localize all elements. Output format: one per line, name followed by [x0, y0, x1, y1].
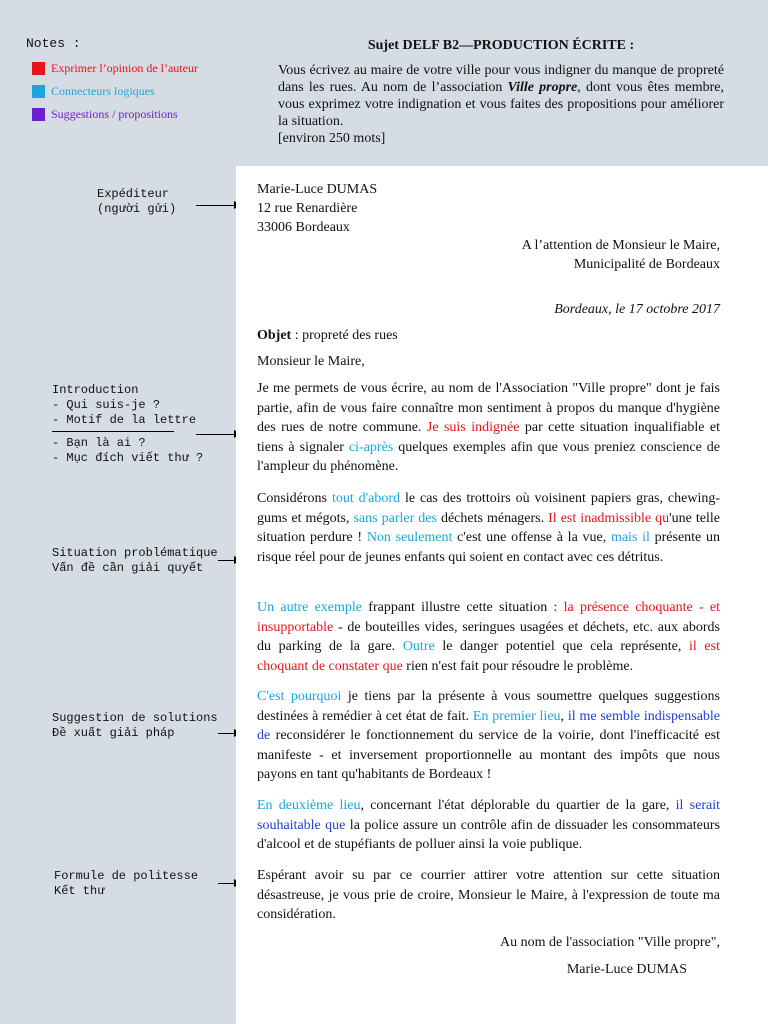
arrow-sender: [196, 205, 240, 206]
legend-swatch-connectors: [32, 85, 45, 98]
paragraph-text: , concernant l'état déplorable du quartier de la gare,: [360, 798, 676, 813]
connector-phrase: sans parler des: [353, 510, 437, 526]
paragraph-text: 'une telle situation perdure !: [257, 510, 720, 545]
recipient-address: [257, 236, 720, 274]
connector-phrase: En deuxième lieu: [257, 798, 361, 813]
legend-item-suggestions: [32, 107, 178, 122]
opinion-phrase: Je suis indignée: [426, 420, 520, 435]
sender-name: Marie-Luce DUMAS: [257, 182, 378, 197]
legend-label-suggestions: Suggestions / propositions: [51, 107, 178, 121]
object-label: Objet: [257, 328, 292, 343]
paragraph-text: Je me permets de vous écrire, au nom de l'Association "Ville propre" dont je fais partie, afin de vous faire connaître mon sentiment à propos du manque d'hygiène des rues de notre commune.: [257, 381, 720, 435]
paragraph-text: quelques exemples afin que vous preniez conscience de l'ampleur du phénomène.: [257, 439, 720, 474]
subject-text-b: , dont vous êtes membre, vous exprimez votre indignation et vous faites des propositions pour améliorer la situation.: [278, 80, 724, 129]
side-closing-line: Kết thư: [54, 884, 105, 898]
paragraph-text: Espérant avoir su par ce courrier attirer votre attention sur cette situation désastreuse, je vous prie de croire, Monsieur le Maire, à l'expression de toute ma considération.: [257, 868, 720, 922]
connector-phrase: tout d'abord: [331, 491, 401, 506]
signature-association: Au nom de l'association "Ville propre",: [500, 935, 720, 950]
paragraph-text: le danger potentiel que cela représente,: [434, 639, 690, 654]
side-label-problem: [52, 546, 218, 576]
side-intro-line: - Mục đích viết thư ?: [52, 451, 204, 465]
paragraph-text: par cette situation inqualifiable et tiens à signaler: [257, 420, 720, 455]
paragraph-text: ,: [560, 708, 568, 724]
subject-words: [environ 250 mots]: [278, 131, 386, 146]
legend-swatch-suggestions: [32, 108, 45, 121]
side-intro-line: - Qui suis-je ?: [52, 398, 161, 412]
recipient-line: A l’attention de Monsieur le Maire,: [521, 238, 720, 253]
suggestion-phrase: il me semble indispensable de: [257, 708, 721, 743]
side-closing-line: Formule de politesse: [54, 869, 199, 883]
sender-city: 33006 Bordeaux: [257, 220, 350, 235]
side-sender-line: (người gửi): [97, 202, 177, 216]
side-divider: [52, 431, 174, 432]
subject-block: [278, 38, 724, 147]
paragraph-text: le cas des trottoirs où voisinent papiers gras, chewing-gums et mégots,: [257, 491, 721, 526]
sender-address: [257, 180, 720, 237]
paragraph-text: frappant illustre cette situation :: [362, 600, 564, 615]
paragraph-text: déchets ménagers.: [436, 510, 549, 526]
legend-label-connectors: Connecteurs logiques: [51, 84, 155, 98]
paragraph-text: c'est une offense à la vue,: [452, 530, 611, 545]
connector-phrase: Un autre exemple: [257, 600, 363, 615]
paragraph-solution-2: [257, 796, 720, 855]
connector-phrase: ci-après: [348, 439, 394, 455]
paragraph-problem-2: [257, 598, 720, 676]
date-text: Bordeaux, le 17 octobre 2017: [554, 302, 720, 317]
side-intro-line: - Bạn là ai ?: [52, 436, 146, 450]
side-label-solution: [52, 711, 218, 741]
subject-text: [278, 62, 724, 147]
paragraph-text: je tiens par la présente à vous soumettre quelques suggestions destinées à remédier à cet état de fait.: [257, 689, 721, 724]
side-intro-line: Introduction: [52, 383, 139, 397]
letter-date: [257, 300, 720, 320]
paragraph-text: - de bouteilles vides, seringues usagées et déchets, etc. aux abords du parking de la gare.: [257, 619, 720, 654]
legend-item-opinion: [32, 61, 198, 76]
paragraph-text: la police assure un contrôle afin de dissuader les consommateurs d'alcool et de stupéfiants de polluer ainsi la voie publique.: [257, 817, 720, 852]
side-problem-line: Situation problématique: [52, 546, 218, 560]
paragraph-text: reconsidérer le fonctionnement du service de la voirie, dont l'inefficacité est manifeste - et inversement proportionnelle au montant des impôts que nous payons en tant qu'habitants de Bordeaux !: [257, 728, 720, 782]
paragraph-solution-1: [257, 687, 720, 785]
signature-line: [257, 933, 720, 953]
connector-phrase: Non seulement: [366, 530, 453, 545]
side-label-intro: [52, 383, 203, 466]
subject-association: Ville propre: [507, 80, 578, 95]
subject-title: Sujet DELF B2—PRODUCTION ÉCRITE :: [367, 38, 635, 53]
connector-phrase: C'est pourquoi: [257, 689, 342, 704]
connector-phrase: mais il: [610, 530, 650, 545]
connector-phrase: Outre: [402, 639, 435, 654]
side-label-sender: [97, 187, 176, 217]
paragraph-text: rien n'est fait pour résoudre le problème.: [402, 658, 634, 674]
paragraph-intro: [257, 379, 720, 477]
notes-title: Notes :: [26, 36, 81, 51]
legend-swatch-opinion: [32, 62, 45, 75]
object-text: : propreté des rues: [291, 328, 398, 343]
side-label-closing: [54, 869, 198, 899]
letter-salutation: Monsieur le Maire,: [257, 354, 365, 369]
letter-object: [257, 326, 720, 346]
opinion-phrase: la présence choquante - et insupportable: [257, 600, 721, 635]
subject-text-a: Vous écrivez au maire de votre ville pour vous indigner du manque de propreté dans les rues. Au nom de l’association: [278, 63, 724, 95]
recipient-line: Municipalité de Bordeaux: [573, 257, 720, 272]
opinion-phrase: il est choquant de constater que: [257, 639, 720, 674]
signature-name: Marie-Luce DUMAS: [566, 962, 687, 977]
paragraph-problem-1: [257, 489, 720, 567]
legend-item-connectors: [32, 84, 155, 99]
letter-page: [236, 166, 768, 1024]
arrow-intro: [196, 434, 240, 435]
connector-phrase: En premier lieu: [472, 708, 561, 724]
paragraph-text: Considérons: [257, 491, 332, 506]
side-solution-line: Đề xuất giải pháp: [52, 726, 175, 740]
side-sender-line: Expéditeur: [97, 187, 170, 201]
side-intro-line: - Motif de la lettre: [52, 413, 197, 427]
opinion-phrase: Il est inadmissible qu: [548, 510, 670, 526]
side-problem-line: Vấn đề cần giải quyết: [52, 561, 204, 575]
paragraph-closing: [257, 866, 720, 925]
paragraph-text: présente un risque réel pour de jeunes enfants qui soient en contact avec ces détritus.: [257, 530, 720, 565]
legend-label-opinion: Exprimer l’opinion de l’auteur: [51, 61, 198, 75]
side-solution-line: Suggestion de solutions: [52, 711, 218, 725]
suggestion-phrase: il serait souhaitable que: [257, 798, 720, 833]
sender-street: 12 rue Renardière: [257, 201, 358, 216]
